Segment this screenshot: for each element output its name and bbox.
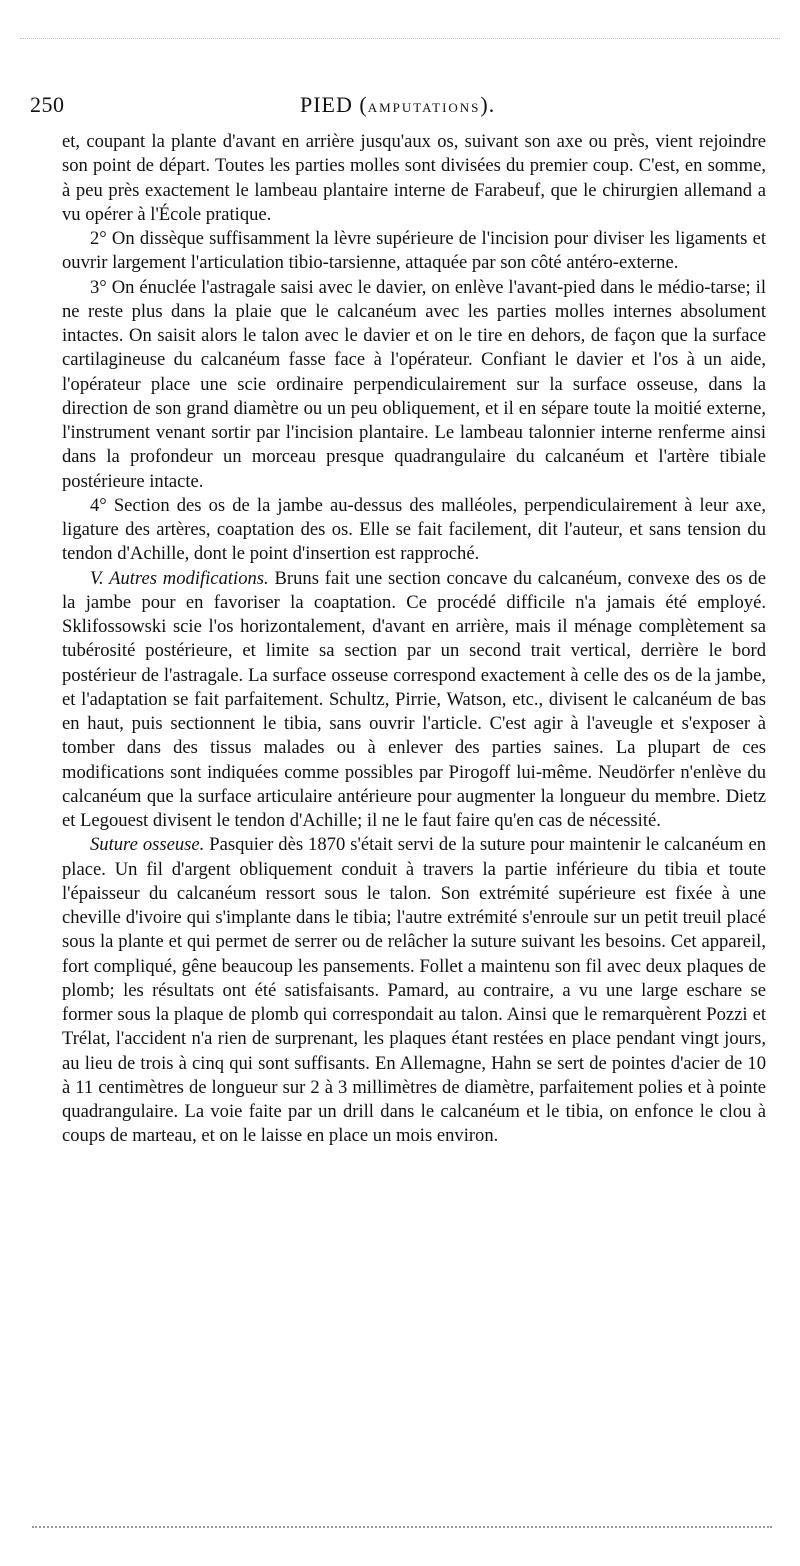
section-label-modifications: V. Autres modifications.	[90, 567, 269, 589]
running-title-small: AMPUTATIONS	[367, 100, 481, 115]
paragraph-continuation: et, coupant la plante d'avant en arrière jusqu'aux os, suivant son axe ou près, vient rejoindre son point de départ. Toutes les parties molles sont divisées du premier coup. C'est, en somme, à peu près exactement le lambeau plantaire interne de Farabeuf, que le chirurgien allemand a vu opérer à l'École pratique.	[62, 131, 766, 225]
page-number: 250	[30, 92, 65, 117]
running-title-end: ).	[480, 92, 496, 117]
paragraph-modifications	[62, 567, 766, 834]
paragraph-step-3: 3° On énuclée l'astragale saisi avec le davier, on enlève l'avant-pied dans le médio-tarse; il ne reste plus dans la plaie que le calcanéum avec les parties molles internes absolument intactes. On saisit alors le talon avec le davier et on le tire en dehors, de façon que la surface cartilagineuse du calcanéum fasse face à l'opérateur. Confiant le davier et l'os à un aide, l'opérateur place une scie ordinaire perpendiculairement sur la surface osseuse, dans la direction de son grand diamètre ou un peu obliquement, et il en sépare toute la moitié externe, l'instrument venant sortir par l'incision plantaire. Le lambeau talonnier interne renferme ainsi dans la profondeur un morceau presque quadrangulaire du calcanéum et l'artère tibiale postérieure intacte.	[62, 276, 766, 492]
paragraph-suture	[62, 833, 766, 1148]
running-title	[300, 92, 495, 118]
paragraph-modifications-text: Bruns fait une section concave du calcanéum, convexe des os de la jambe pour en favoriser la coaptation. Ce procédé difficile n'a jamais été employé. Sklifossowski scie l'os horizontalement, d'avant en arrière, mais il ménage complètement sa tubérosité postérieure, et limite sa section par un second trait vertical, derrière le bord postérieur de l'astragale. La surface osseuse correspond exactement à celle des os de la jambe, et l'adaptation se fait parfaitement. Schultz, Pirrie, Watson, etc., divisent le calcanéum de bas en haut, puis sectionnent le tibia, sans ouvrir l'article. C'est agir à l'aveugle et s'exposer à tomber dans des tissus malades ou à enlever des parties saines. La plupart de ces modifications sont indiquées comme possibles par Pirogoff lui-même. Neudörfer n'enlève du calcanéum que la surface articulaire antérieure pour augmenter la longueur du membre. Dietz et Legouest divisent le tendon d'Achille; il ne le faut faire qu'en cas de nécessité.	[62, 567, 766, 831]
running-title-main: PIED (	[300, 92, 368, 117]
top-scan-artifact	[20, 38, 780, 39]
body-text	[62, 130, 766, 1149]
paragraph-suture-text: Pasquier dès 1870 s'était servi de la suture pour maintenir le calcanéum en place. Un fil d'argent obliquement conduit à travers la partie inférieure du tibia et toute l'épaisseur du calcanéum ressort sous le talon. Son extrémité supérieure est fixée à une cheville d'ivoire qui s'implante dans le tibia; l'autre extrémité s'enroule sur un petit treuil placé sous la plante et qui permet de serrer ou de relâcher la suture suivant les besoins. Cet appareil, fort compliqué, gêne beaucoup les pansements. Follet a maintenu son fil avec deux plaques de plomb; les résultats ont été satisfaisants. Pamard, au contraire, a vu une large eschare se former sous la plaque de plomb qui correspondait au talon. Ainsi que le remarquèrent Pozzi et Trélat, l'accident n'a rien de surprenant, les plaques étant restées en place pendant vingt jours, au lieu de trois à cinq qui sont suffisants. En Allemagne, Hahn se sert de pointes d'acier de 10 à 11 centimètres de longueur sur 2 à 3 millimètres de diamètre, parfaitement polies et à pointe quadrangulaire. La voie faite par un drill dans le calcanéum et le tibia, on enfonce le clou à coups de marteau, et on le laisse en place un mois environ.	[62, 834, 766, 1147]
bottom-scan-artifact	[32, 1526, 772, 1528]
paragraph-step-4: 4° Section des os de la jambe au-dessus des malléoles, perpendiculairement à leur axe, ligature des artères, coaptation des os. Elle se fait facilement, dit l'auteur, et sans tension du tendon d'Achille, dont le point d'insertion est rapproché.	[62, 494, 766, 565]
paragraph-step-2: 2° On dissèque suffisamment la lèvre supérieure de l'incision pour diviser les ligaments et ouvrir largement l'articulation tibio-tarsienne, attaquée par son côté antéro-externe.	[62, 228, 766, 274]
page-header	[30, 92, 770, 122]
section-label-suture: Suture osseuse.	[90, 834, 205, 856]
